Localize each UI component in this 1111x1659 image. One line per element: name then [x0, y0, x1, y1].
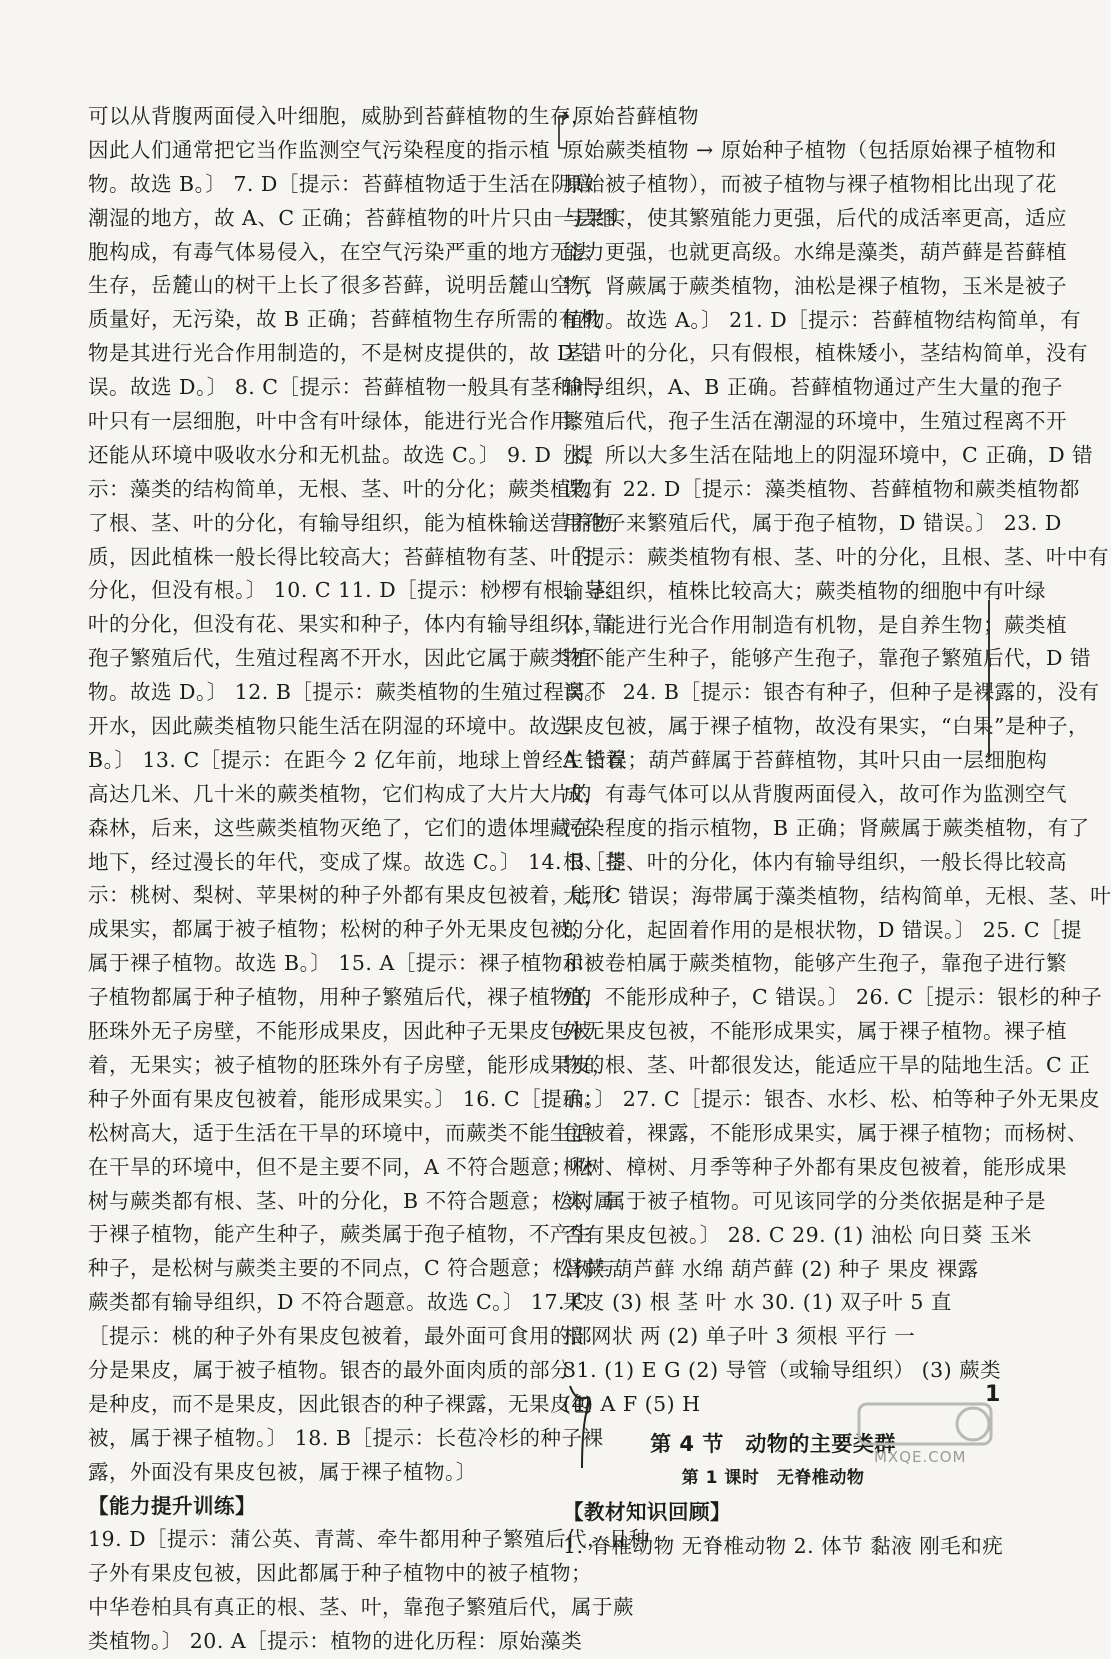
text-line: 输导组织，植株比较高大；蕨类植物的细胞中有叶绿 — [563, 578, 1046, 603]
text-line: 种子，是松树与蕨类主要的不同点，C 符合题意；松树与 — [88, 1256, 616, 1281]
text-line: 分是果皮，属于被子植物。银杏的最外面肉质的部分 — [88, 1357, 571, 1382]
text-line: 物。故选 B。〕 7. D［提示：苔藓植物适于生活在阴暗 — [88, 171, 593, 196]
text-line: 包被着，裸露，不能形成果实，属于裸子植物；而杨树、 — [563, 1120, 1088, 1145]
text-line: 露，外面没有果皮包被，属于裸子植物。〕 — [88, 1459, 477, 1484]
text-line: 果皮 (3) 根 茎 叶 水 30. (1) 双子叶 5 直 — [563, 1290, 952, 1315]
text-line: 示：桃树、梨树、苹果树的种子外都有果皮包被着，能形 — [88, 883, 613, 908]
text-line: 能力更强，也就更高级。水绵是藻类，葫芦藓是苔藓植 — [563, 239, 1067, 264]
text-line: 植物。故选 A。〕 21. D［提示：苔藓植物结构简单，有 — [563, 307, 1082, 332]
text-line: 松树高大，适于生活在干旱的环境中，而蕨类不能生活 — [88, 1120, 592, 1145]
text-line: 示：藻类的结构简单，无根、茎、叶的分化；蕨类植物有 — [88, 476, 613, 501]
text-line: 还能从环境中吸收水分和无机盐。故选 C。〕 9. D［提 — [88, 442, 594, 467]
text-line: ［提示：桃的种子外有果皮包被着，最外面可食用的部 — [88, 1324, 592, 1349]
evolution-diagram — [563, 100, 1057, 168]
watermark-text: MXQE.COM — [874, 1448, 967, 1466]
text-line: 胚珠外无子房壁，不能形成果皮，因此种子无果皮包被 — [88, 1019, 592, 1044]
text-line: 是种皮，而不是果皮，因此银杏的种子裸露，无果皮包 — [88, 1391, 592, 1416]
text-line: 潮湿的地方，故 A、C 正确；苔藓植物的叶片只由一层细 — [88, 205, 617, 230]
text-line: 胞构成，有毒气体易侵入，在空气污染严重的地方无法 — [88, 239, 592, 264]
text-line: 种子外面有果皮包被着，能形成果实。〕 16. C［提示： — [88, 1086, 605, 1111]
side-tab-mark — [988, 600, 1002, 760]
text-line: 中华卷柏具有真正的根、茎、叶，靠孢子繁殖后代，属于蕨 — [88, 1595, 634, 1620]
text-line: 殖，不能形成种子，C 错误。〕 26. C［提示：银杉的种子 — [563, 985, 1103, 1010]
text-line: 叶只有一层细胞，叶中含有叶绿体，能进行光合作用； — [88, 409, 592, 434]
text-line: (4) A F (5) H — [563, 1392, 701, 1417]
text-line: 被，属于裸子植物。〕 18. B［提示：长苞冷杉的种子裸 — [88, 1425, 604, 1450]
diagram-bottom-line: 原始蕨类植物 → 原始种子植物（包括原始裸子植物和 — [563, 138, 1057, 162]
text-line: 原始被子植物），而被子植物与裸子植物相比出现了花 — [563, 172, 1057, 196]
text-line: A 错误；葫芦藓属于苔藓植物，其叶只由一层细胞构 — [563, 748, 1048, 773]
text-line: 叶的分化，但没有花、果实和种子，体内有输导组织，靠 — [88, 612, 613, 637]
text-line: 根 网状 两 (2) 单子叶 3 须根 平行 一 — [563, 1324, 916, 1349]
text-line: 繁殖后代，孢子生活在潮湿的环境中，生殖过程离不开 — [563, 409, 1067, 434]
text-line: 因此人们通常把它当作监测空气污染程度的指示植 — [88, 137, 550, 162]
text-line: 物不能产生种子，能够产生孢子，靠孢子繁殖后代，D 错 — [563, 646, 1091, 671]
text-line: 确。〕 27. C［提示：银杏、水杉、松、柏等种子外无果皮 — [563, 1087, 1101, 1112]
lesson-title: 第 1 课时 无脊椎动物 — [681, 1467, 865, 1488]
text-line: 体，能进行光合作用制造有机物，是自养生物；蕨类植 — [563, 612, 1067, 637]
text-line: 于裸子植物，能产生种子，蕨类属于孢子植物，不产生 — [88, 1222, 592, 1247]
text-line: 柳树、樟树、月季等种子外都有果皮包被着，能形成果 — [563, 1154, 1067, 1179]
text-line: 误。故选 D。〕 8. C［提示：苔藓植物一般具有茎和叶， — [88, 375, 615, 400]
text-line: 物。故选 D。〕 12. B［提示：蕨类植物的生殖过程离不 — [88, 680, 607, 705]
text-line: 31. (1) E G (2) 导管（或输导组织） (3) 蕨类 — [563, 1358, 1002, 1383]
text-line: 孢子繁殖后代，生殖过程离不开水，因此它属于蕨类植 — [88, 646, 592, 671]
right-column — [563, 100, 1111, 1564]
text-line: 生存，岳麓山的树干上长了很多苔藓，说明岳麓山空气 — [88, 273, 592, 298]
text-line: 19. D［提示：蒲公英、青蒿、牵牛都用种子繁殖后代，且种 — [88, 1527, 651, 1552]
text-line: 属于裸子植物。故选 B。〕 15. A［提示：裸子植物和被 — [88, 951, 605, 976]
text-line: 果皮包被，属于裸子植物，故没有果实，“白果”是种子， — [563, 714, 1089, 739]
text-line: 示：卷柏属于蕨类植物，能够产生孢子，靠孢子进行繁 — [563, 951, 1067, 976]
page-number: 1 — [985, 1382, 1001, 1407]
text-line: 高达几米、几十米的蕨类植物，它们构成了大片大片的 — [88, 781, 592, 806]
text-line: 地下，经过漫长的年代，变成了煤。故选 C。〕 14. B［提 — [88, 849, 627, 874]
text-line: 物是其进行光合作用制造的，不是树皮提供的，故 D 错 — [88, 341, 602, 366]
text-line: 物的根、茎、叶都很发达，能适应干旱的陆地生活。C 正 — [563, 1053, 1091, 1078]
text-line: 外无果皮包被，不能形成果实，属于裸子植物。裸子植 — [563, 1019, 1067, 1044]
text-line: 输导组织，A、B 正确。苔藓植物通过产生大量的孢子 — [563, 375, 1063, 400]
text-line: 开水，因此蕨类植物只能生活在阴湿的环境中。故选 — [88, 714, 571, 739]
text-line: 质，因此植株一般长得比较高大；苔藓植物有茎、叶的 — [88, 544, 592, 569]
text-line: 与果实，使其繁殖能力更强，后代的成活率更高，适应 — [563, 205, 1067, 230]
diagram-top-label: 原始苔藓植物 — [573, 104, 699, 128]
text-line: 质量好，无污染，故 B 正确；苔藓植物生存所需的有机 — [88, 307, 601, 332]
text-line: ［提示：蕨类植物有根、茎、叶的分化，且根、茎、叶中有 — [563, 544, 1109, 569]
text-line: 可以从背腹两面侵入叶细胞，威胁到苔藓植物的生存， — [88, 104, 592, 128]
text-line: 成果实，都属于被子植物；松树的种子外无果皮包被， — [88, 917, 592, 942]
text-line: 肾蕨 葫芦藓 水绵 葫芦藓 (2) 种子 果皮 裸露 — [563, 1256, 979, 1281]
text-line: 子外有果皮包被，因此都属于种子植物中的被子植物； — [88, 1561, 592, 1586]
text-line: 树与蕨类都有根、茎、叶的分化，B 不符合题意；松树属 — [88, 1188, 615, 1213]
text-line: 森林，后来，这些蕨类植物灭绝了，它们的遗体埋藏在 — [88, 815, 592, 840]
text-line: 物，肾蕨属于蕨类植物，油松是裸子植物，玉米是被子 — [563, 273, 1067, 298]
text-line: 误。〕 22. D［提示：藻类植物、苔藓植物和蕨类植物都 — [563, 477, 1080, 502]
text-line: 误。〕 24. B［提示：银杏有种子，但种子是裸露的，没有 — [563, 680, 1100, 705]
text-line: 用孢子来繁殖后代，属于孢子植物，D 错误。〕 23. D — [563, 510, 1062, 535]
text-line: 分化，但没有根。〕 10. C 11. D［提示：桫椤有根、茎、 — [88, 578, 628, 603]
text-line: 大，C 错误；海带属于藻类植物，结构简单，无根、茎、叶 — [563, 883, 1111, 908]
text-line: 水，所以大多生活在陆地上的阴湿环境中，C 正确，D 错 — [563, 443, 1094, 468]
text-line: 实，属于被子植物。可见该同学的分类依据是种子是 — [563, 1188, 1046, 1213]
text-line: 子植物都属于种子植物，用种子繁殖后代，裸子植物的 — [88, 985, 592, 1010]
text-line: 茎、叶的分化，只有假根，植株矮小，茎结构简单，没有 — [563, 341, 1088, 366]
text-line: 否有果皮包被。〕 28. C 29. (1) 油松 向日葵 玉米 — [563, 1222, 1032, 1247]
review-answer-line: 1. 脊椎动物 无脊椎动物 2. 体节 黏液 刚毛和疣 — [563, 1533, 1004, 1558]
text-line: B。〕 13. C［提示：在距今 2 亿年前，地球上曾经生长着 — [88, 747, 627, 772]
section-label-review: 【教材知识回顾】 — [563, 1499, 731, 1524]
section-label-ability: 【能力提升训练】 — [88, 1493, 256, 1518]
text-line: 成，有毒气体可以从背腹两面侵入，故可作为监测空气 — [563, 782, 1067, 807]
text-line: 着，无果实；被子植物的胚珠外有子房壁，能形成果皮， — [88, 1052, 613, 1077]
section-title: 第 4 节 动物的主要类群 — [650, 1431, 896, 1456]
text-line: 的分化，起固着作用的是根状物，D 错误。〕 25. C［提 — [563, 917, 1083, 942]
handwritten-mark — [568, 1380, 598, 1470]
text-line: 了根、茎、叶的分化，有输导组织，能为植株输送营养物 — [88, 510, 613, 535]
text-line: 在干旱的环境中，但不是主要不同，A 不符合题意；松 — [88, 1154, 594, 1179]
text-line: 根、茎、叶的分化，体内有输导组织，一般长得比较高 — [563, 849, 1067, 874]
text-line: 蕨类都有输导组织，D 不符合题意。故选 C。〕 17. C — [88, 1290, 589, 1315]
text-line: 类植物。〕 20. A［提示：植物的进化历程：原始藻类 — [88, 1629, 583, 1654]
text-line: 污染程度的指示植物，B 正确；肾蕨属于蕨类植物，有了 — [563, 815, 1090, 840]
